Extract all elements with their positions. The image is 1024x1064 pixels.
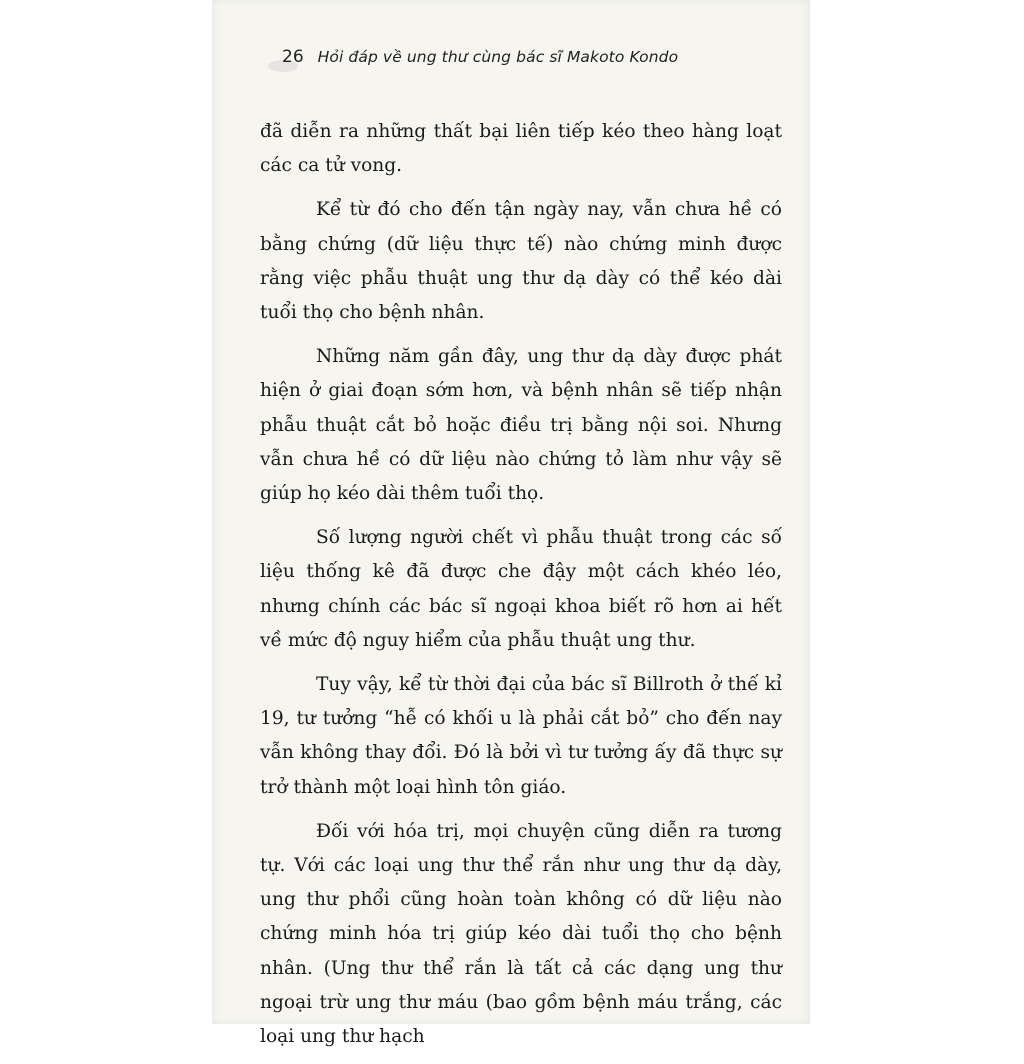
page-number: 26 [282,47,304,67]
book-page [212,0,810,1048]
paragraph-6: Đối với hóa trị, mọi chuyện cũng diễn ra tương tự. Với các loại ung thư thể rắn như ung thư dạ dày, ung thư phổi cũng hoàn toàn không có dữ liệu nào chứng minh hóa trị giúp kéo dài tuổi thọ cho bệnh nhân. (Ung thư thể rắn là tất cả các dạng ung thư ngoại trừ ung thư máu (bao gồm bệnh máu trắng, các loại ung thư hạch [260,820,782,1048]
paragraph-3: Những năm gần đây, ung thư dạ dày được phát hiện ở giai đoạn sớm hơn, và bệnh nhân sẽ tiếp nhận phẫu thuật cắt bỏ hoặc điều trị bằng nội soi. Nhưng vẫn chưa hề có dữ liệu nào chứng tỏ làm như vậy sẽ giúp họ kéo dài thêm tuổi thọ. [260,346,782,505]
paragraph-5: Tuy vậy, kể từ thời đại của bác sĩ Billroth ở thế kỉ 19, tư tưởng “hễ có khối u là phải cắt bỏ” cho đến nay vẫn không thay đổi. Đó là bởi vì tư tưởng ấy đã thực sự trở thành một loại hình tôn giáo. [260,674,782,798]
paragraph-1: đã diễn ra những thất bại liên tiếp kéo theo hàng loạt các ca tử vong. [260,121,782,177]
paragraph-4: Số lượng người chết vì phẫu thuật trong các số liệu thống kê đã được che đậy một cách khéo léo, nhưng chính các bác sĩ ngoại khoa biết rõ hơn ai hết về mức độ nguy hiểm của phẫu thuật ung thư. [260,527,782,651]
paragraph-2: Kể từ đó cho đến tận ngày nay, vẫn chưa hề có bằng chứng (dữ liệu thực tế) nào chứng minh được rằng việc phẫu thuật ung thư dạ dày có thể kéo dài tuổi thọ cho bệnh nhân. [260,199,782,324]
page-body [260,115,782,1064]
book-title: Hỏi đáp về ung thư cùng bác sĩ Makoto Kondo [317,48,679,66]
running-header [282,47,678,67]
